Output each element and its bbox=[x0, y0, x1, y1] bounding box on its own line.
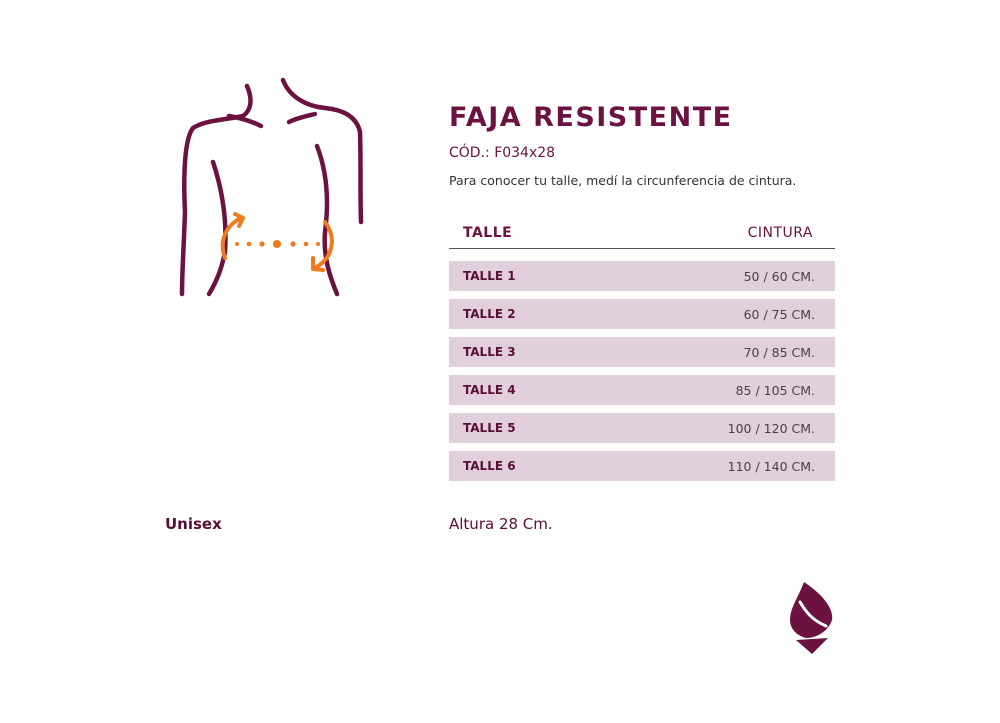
size-label: TALLE 6 bbox=[463, 459, 516, 473]
size-label: TALLE 3 bbox=[463, 345, 516, 359]
table-row bbox=[449, 261, 835, 291]
column-header-size: TALLE bbox=[463, 225, 513, 241]
waist-range: 100 / 120 CM. bbox=[727, 420, 815, 436]
waist-range: 50 / 60 CM. bbox=[743, 268, 815, 284]
size-label: TALLE 5 bbox=[463, 421, 516, 435]
table-header bbox=[449, 218, 835, 249]
table-body bbox=[449, 261, 835, 481]
table-row bbox=[449, 451, 835, 481]
table-row bbox=[449, 337, 835, 367]
torso-waist-measurement-icon bbox=[165, 72, 380, 302]
size-label: TALLE 1 bbox=[463, 269, 516, 283]
waist-range: 60 / 75 CM. bbox=[743, 306, 815, 322]
waist-range: 110 / 140 CM. bbox=[727, 458, 815, 474]
size-label: TALLE 4 bbox=[463, 383, 516, 397]
product-code: CÓD.: F034x28 bbox=[449, 145, 556, 161]
product-title: FAJA RESISTENTE bbox=[449, 102, 733, 133]
column-header-waist: CINTURA bbox=[747, 225, 813, 241]
table-row bbox=[449, 299, 835, 329]
size-table bbox=[449, 218, 835, 489]
waist-range: 70 / 85 CM. bbox=[743, 344, 815, 360]
gender-label: Unisex bbox=[165, 515, 222, 533]
table-row bbox=[449, 413, 835, 443]
waist-range: 85 / 105 CM. bbox=[735, 382, 815, 398]
table-row bbox=[449, 375, 835, 405]
measure-instructions: Para conocer tu talle, medí la circunferencia de cintura. bbox=[449, 173, 797, 188]
flame-leaf-logo-icon bbox=[786, 578, 838, 658]
height-label: Altura 28 Cm. bbox=[449, 515, 553, 533]
size-label: TALLE 2 bbox=[463, 307, 516, 321]
